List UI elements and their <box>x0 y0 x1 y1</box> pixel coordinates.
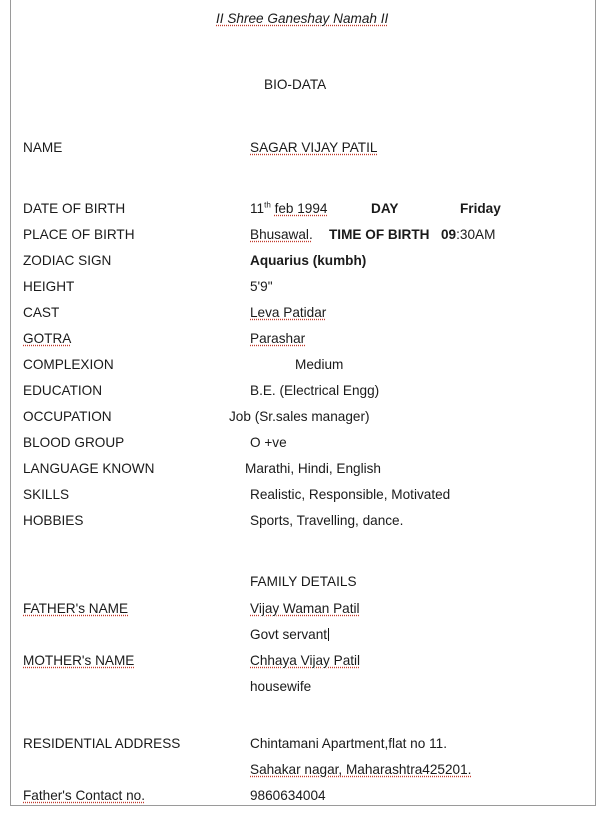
education-value: B.E. (Electrical Engg) <box>250 383 380 398</box>
father-name-label: FATHER's NAME <box>23 601 129 616</box>
complexion-label: COMPLEXION <box>23 357 114 372</box>
invocation-line: II Shree Ganeshay Namah II <box>216 11 389 26</box>
tob-label: TIME OF BIRTH <box>329 227 430 242</box>
hobbies-value: Sports, Travelling, dance. <box>250 513 404 528</box>
family-details-heading: FAMILY DETAILS <box>250 574 357 589</box>
language-value: Marathi, Hindi, English <box>245 461 381 476</box>
cast-value: Leva Patidar <box>250 305 327 320</box>
pob-label: PLACE OF BIRTH <box>23 227 135 242</box>
address-line-2: Sahakar nagar, Maharashtra425201. <box>250 762 472 777</box>
dob-rest: feb 1994 <box>274 201 328 216</box>
complexion-value: Medium <box>295 357 344 372</box>
skills-label: SKILLS <box>23 487 70 502</box>
dob-value <box>250 200 328 217</box>
address-label: RESIDENTIAL ADDRESS <box>23 736 181 751</box>
education-label: EDUCATION <box>23 383 103 398</box>
father-occupation[interactable] <box>250 626 329 643</box>
blood-group-label: BLOOD GROUP <box>23 435 125 450</box>
tob-rest: :30AM <box>456 227 496 242</box>
pob-value: Bhusawal. <box>250 227 313 242</box>
name-value: SAGAR VIJAY PATIL <box>250 140 378 155</box>
name-label: NAME <box>23 140 63 155</box>
height-value: 5'9" <box>250 279 273 294</box>
cast-label: CAST <box>23 305 60 320</box>
document-page <box>10 0 596 806</box>
father-occupation-text: Govt servant <box>250 627 328 642</box>
mother-name-value: Chhaya Vijay Patil <box>250 653 361 668</box>
blood-group-value: O +ve <box>250 435 287 450</box>
text-cursor <box>328 628 329 641</box>
hobbies-label: HOBBIES <box>23 513 84 528</box>
skills-value: Realistic, Responsible, Motivated <box>250 487 451 502</box>
day-label: DAY <box>371 201 399 216</box>
occupation-value: Job (Sr.sales manager) <box>229 409 370 424</box>
address-line-1: Chintamani Apartment,flat no 11. <box>250 736 447 751</box>
contact-value: 9860634004 <box>250 788 326 803</box>
contact-label: Father's Contact no. <box>23 788 145 803</box>
tob-hour: 09 <box>441 227 457 242</box>
zodiac-label: ZODIAC SIGN <box>23 253 112 268</box>
language-label: LANGUAGE KNOWN <box>23 461 155 476</box>
day-value: Friday <box>460 201 501 216</box>
mother-name-label: MOTHER's NAME <box>23 653 135 668</box>
zodiac-value: Aquarius (kumbh) <box>250 253 367 268</box>
gotra-value: Parashar <box>250 331 306 346</box>
dob-day-number: 11 <box>250 201 265 216</box>
mother-occupation: housewife <box>250 679 312 694</box>
dob-label: DATE OF BIRTH <box>23 201 126 216</box>
document-title: BIO-DATA <box>264 77 327 92</box>
occupation-label: OCCUPATION <box>23 409 112 424</box>
dob-day-suffix: th <box>264 200 271 210</box>
tob-value <box>441 226 495 243</box>
father-name-value: Vijay Waman Patil <box>250 601 360 616</box>
gotra-label: GOTRA <box>23 331 72 346</box>
height-label: HEIGHT <box>23 279 75 294</box>
